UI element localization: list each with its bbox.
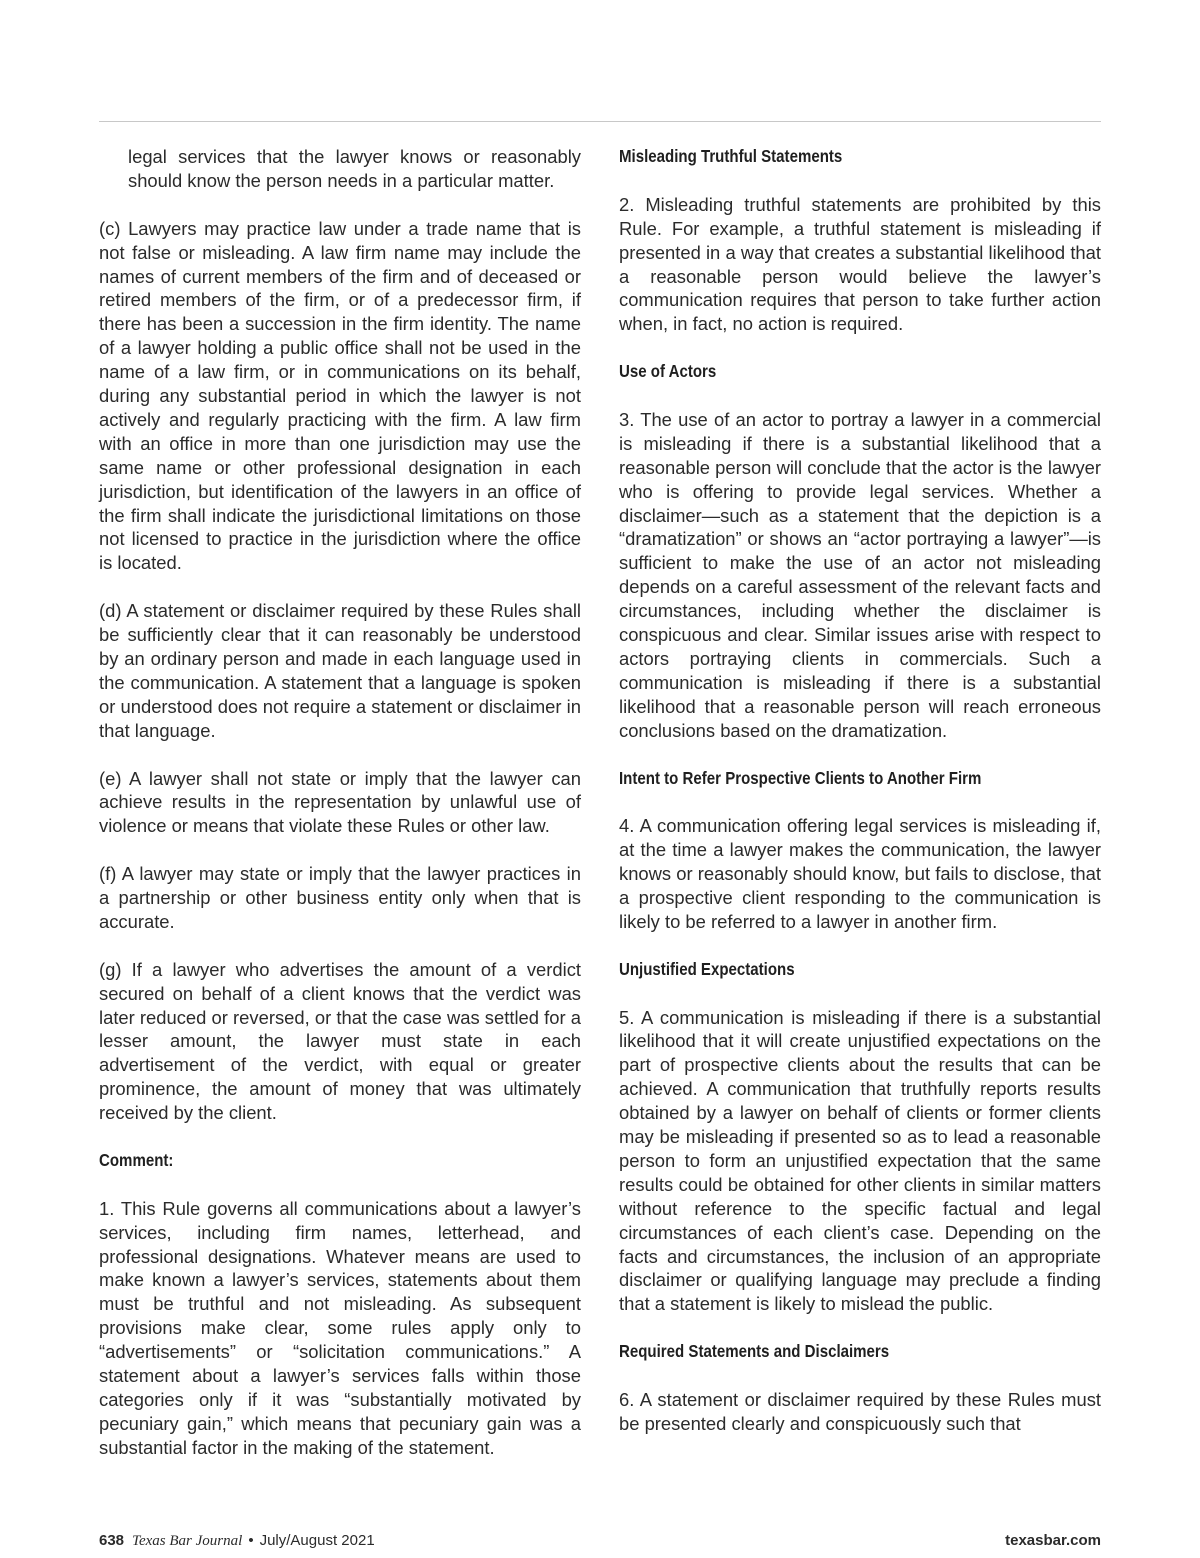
paragraph-e: (e) A lawyer shall not state or imply that the lawyer can achieve results in the representation by unlawful use of violence or means that violate these Rules or other law. xyxy=(99,767,581,837)
heading-required-statements: Required Statements and Disclaimers xyxy=(619,1341,890,1362)
right-column xyxy=(619,145,1101,1460)
heading-misleading-truthful-statements: Misleading Truthful Statements xyxy=(619,146,843,166)
website-link[interactable]: texasbar.com xyxy=(1005,1532,1101,1549)
footer-left xyxy=(99,1532,375,1550)
journal-title: Texas Bar Journal xyxy=(132,1533,243,1549)
header-divider xyxy=(99,121,1101,122)
heading-intent-to-refer: Intent to Refer Prospective Clients to Another Firm xyxy=(619,767,982,788)
issue-date: July/August 2021 xyxy=(259,1532,375,1549)
paragraph-continuation: legal services that the lawyer knows or reasonably should know the person needs in a particular matter. xyxy=(128,146,581,191)
comment-1: 1. This Rule governs all communications about a lawyer’s services, including firm names, letterhead, and professional designations. Whatever means are used to make known a lawyer’s services, statements about them must be truthful and not misleading. As subsequent provisions make clear, some rules apply only to “advertisements” or “solicitation communications.” A statement about a lawyer’s services falls within those categories only if it was “substantially motivated by pecuniary gain,” which means that pecuniary gain was a substantial factor in the making of the statement. xyxy=(99,1197,581,1458)
comment-5: 5. A communication is misleading if there is a substantial likelihood that it will create unjustified expectations on the part of prospective clients about the results that can be achieved. A communication that truthfully reports results obtained by a lawyer on behalf of clients or former clients may be misleading if presented so as to lead a reasonable person to form an unjustified expectation that the same results could be obtained for other clients in similar matters without reference to the specific factual and legal circumstances of each client’s case. Depending on the facts and circumstances, the inclusion of an appropriate disclaimer or qualifying language may preclude a finding that a statement is likely to mislead the public. xyxy=(619,1006,1101,1315)
paragraph-f: (f) A lawyer may state or imply that the lawyer practices in a partnership or other business entity only when that is accurate. xyxy=(99,863,581,932)
comment-heading: Comment: xyxy=(99,1149,174,1170)
paragraph-d: (d) A statement or disclaimer required by these Rules shall be sufficiently clear that it can reasonably be understood by an ordinary person and made in each language used in the communication. A statement that a language is spoken or understood does not require a statement or disclaimer in that language. xyxy=(99,600,581,741)
paragraph-g: (g) If a lawyer who advertises the amount of a verdict secured on behalf of a client knows that the verdict was later reduced or reversed, or that the case was settled for a lesser amount, the lawyer must state in each advertisement of the verdict, with equal or greater prominence, the amount of money that was ultimately received by the client. xyxy=(99,958,581,1124)
footer-bullet: • xyxy=(248,1532,254,1549)
page-footer xyxy=(99,1532,1101,1554)
comment-3: 3. The use of an actor to portray a lawyer in a commercial is misleading if there is a substantial likelihood that a reasonable person will conclude that the actor is the lawyer who is offering to provide legal services. Whether a disclaimer—such as a statement that the depiction is a “dramatization” or shows an “actor portraying a lawyer”—is sufficient to make the use of an actor not misleading depends on a careful assessment of the relevant facts and circumstances, including whether the disclaimer is conspicuous and clear. Similar issues arise with respect to actors portraying clients in commercials. Such a communication is misleading if there is a substantial likelihood that a reasonable person will reach erroneous conclusions based on the dramatization. xyxy=(619,408,1101,741)
heading-unjustified-expectations: Unjustified Expectations xyxy=(619,958,795,979)
left-column xyxy=(99,145,581,1484)
heading-use-of-actors: Use of Actors xyxy=(619,361,717,382)
paragraph-c: (c) Lawyers may practice law under a trade name that is not false or misleading. A law firm name may include the names of current members of the firm and of deceased or retired members of the firm, or of a predecessor firm, if there has been a succession in the firm identity. The name of a lawyer holding a public office shall not be used in the name of a law firm, or in communications on its behalf, during any substantial period in which the lawyer is not actively and regularly practicing with the firm. A law firm with an office in more than one jurisdiction may use the same name or other professional designation in each jurisdiction, but identification of the lawyers in an office of the firm shall indicate the jurisdictional limitations on those not licensed to practice in the jurisdiction where the office is located. xyxy=(99,217,581,574)
comment-2: 2. Misleading truthful statements are prohibited by this Rule. For example, a truthful statement is misleading if presented in a way that creates a substantial likelihood that a reasonable person would believe the lawyer’s communication requires that person to take further action when, in fact, no action is required. xyxy=(619,193,1101,335)
comment-6: 6. A statement or disclaimer required by these Rules must be presented clearly and conspicuously such that xyxy=(619,1388,1101,1434)
comment-4: 4. A communication offering legal services is misleading if, at the time a lawyer makes the communication, the lawyer knows or reasonably should know, but fails to disclose, that a prospective client responding to the communication is likely to be referred to a lawyer in another firm. xyxy=(619,815,1101,932)
page-number: 638 xyxy=(99,1532,125,1549)
